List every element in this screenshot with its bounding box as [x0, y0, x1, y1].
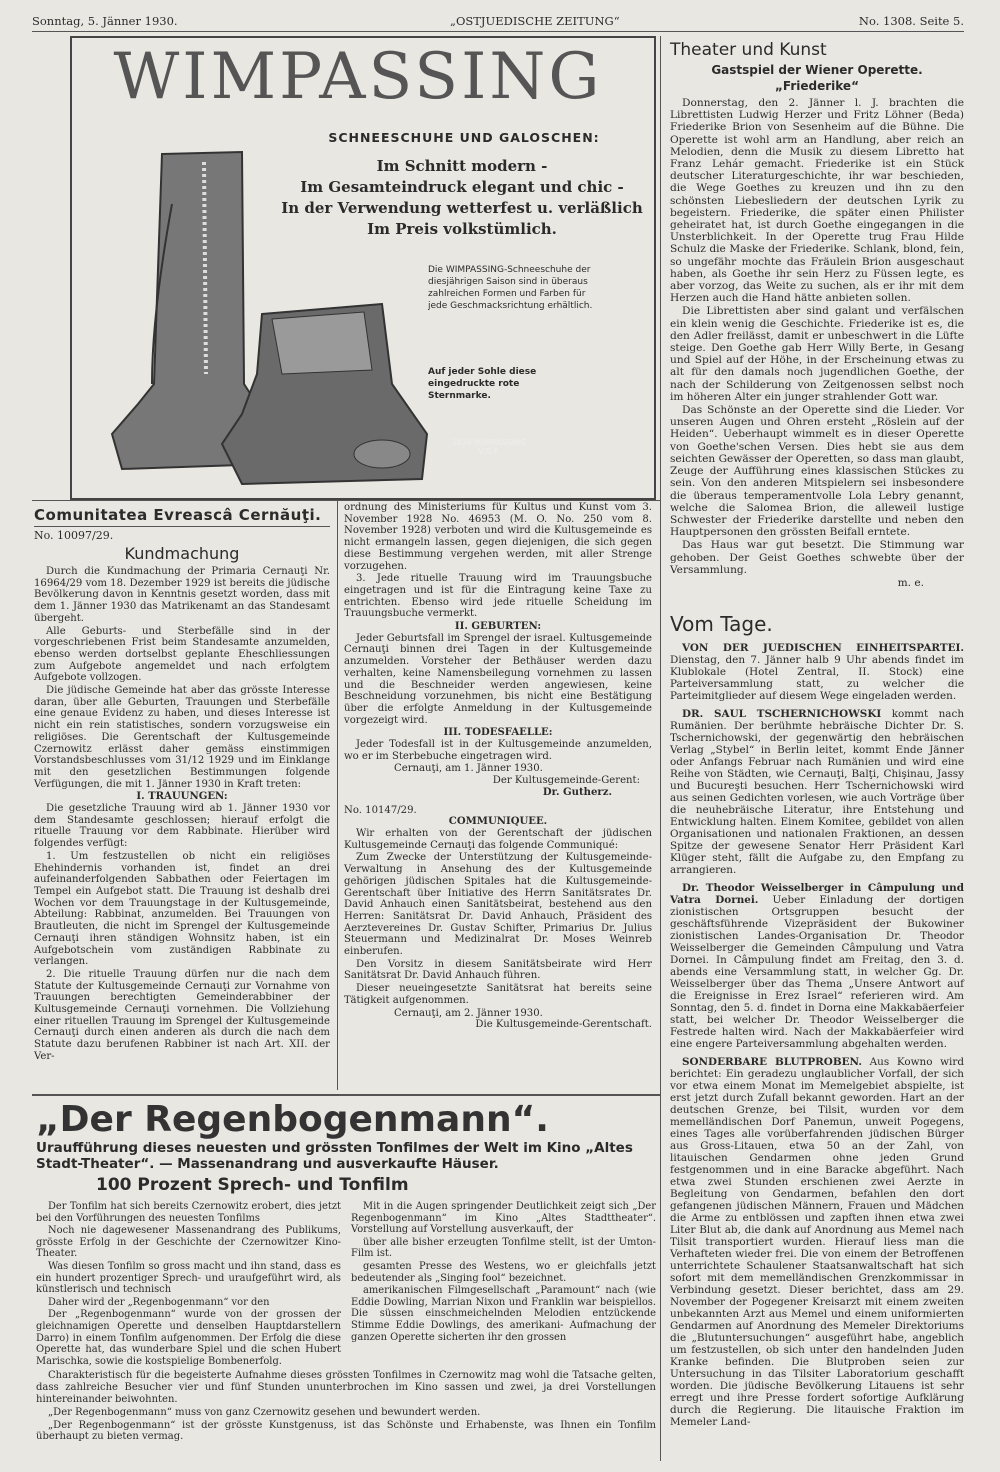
document-number: No. 10097/29. [34, 529, 114, 542]
news-lead: VON DER JUEDISCHEN EINHEITSPARTEI. [682, 642, 964, 654]
ad-stamp: 1824 WIMPASSING V.G.F. [451, 438, 527, 456]
paragraph: Jeder Todesfall ist in der Kultusgemeinde anzumelden, wo er im Sterbebuche eingetragen wird. [344, 739, 652, 762]
paragraph: gesamten Presse des Westens, wo er gleichfalls jetzt bedeutender als „Singing fool“ bezeichnet. [351, 1260, 656, 1284]
film-two-columns [36, 1201, 656, 1368]
document-number: No. 10147/29. [344, 804, 417, 816]
paragraph: über alle bisher erzeugten Tonfilme stellt, ist der Umton-Film ist. [351, 1236, 656, 1260]
paragraph: Zum Zwecke der Unterstützung der Kultusgemeinde-Verwaltung in Ansehung des der Kultusgemeinde gehörigen jüdischen Spitales hat die Kultusgemeinde-Gerentschaft über Initiative des Herrn Sanitätsrates Dr. David Anhauch einen Sanitätsbeirat, bestehend aus den Herren: Sanitätsrat Dr. David Anhauch, Präsident des Aerztevereines Dr. Gustav Schifter, Primarius Dr. Julius Steuermann und Medizinalrat Dr. Moses Weinreb einberufen. [344, 852, 652, 958]
film-subtitle: Uraufführung dieses neuesten und grössten Tonfilmes der Welt im Kino „Altes Stadt-Theater“. — Massenandrang und ausverkaufte Häuser. [36, 1140, 633, 1172]
news-text: Aus Kowno wird berichtet: Ein geradezu unglaublicher Vorfall, der sich vor etwa einem Monat im Memelgebiet abspielte, ist erst jetzt durch Zufall bekannt geworden. Hart an der deutschen Grenze, bei Tilsit, wurden vor dem memelländischen Dorf Panemun, unweit Pogegens, eines Tages alle vorüberfahrenden jüdischen Bürger aus Gross-Litauen, etwa 50 an der Zahl, von litauischen Gendarmen ohne jeden Grund festgenommen und in eine Baracke abgeführt. Nach etwa zwei Stunden erschienen zwei Aerzte in Begleitung von Gendarmen, befahlen den dort gefangenen jüdischen Männern, Frauen und Mädchen die Arme zu entblössen und zapften ihnen etwa zwei Liter Blut ab, die dank auf Anordnung aus Memel nach Tilsit transportiert wurden. Hierauf liess man die Verhafteten wieder frei. Die von einem der Betroffenen unterrichtete Schaulener Staatsanwaltschaft hat sich sofort mit dem memelländischen Grenzkommissar in Verbindung gesetzt. Dieser berichtet, dass am 29. November der Pogegener Kreisarzt mit einem zweiten unbekannten Arzt aus Memel und einem uniformierten Gendarmen auf Anordnung des Memeler Direktoriums die „Blutuntersuchungen“ ausgeführt habe, angeblich um festzustellen, ob sich unter den handelnden Juden Kranke befinden. Die Blutproben seien zur Untersuchung in das Tilsiter Laboratorium geschafft worden. Die jüdische Bevölkerung Litauens ist sehr erregt und ihre Presse fordert sofortige Aufklärung durch die Regierung. Die litauische Fraktion im Memeler Land- [670, 1056, 964, 1428]
paragraph: Was diesen Tonfilm so gross macht und ihn stand, dass es ein hundert prozentiger Sprech- und uraufgeführt wird, als künstlerisch und technisch [36, 1260, 341, 1296]
paragraph: Charakteristisch für die begeisterte Aufnahme dieses grössten Tonfilmes in Czernowitz mag wohl die Tatsache gelten, dass zahlreiche Besucher vier und fünf Stunden ununterbrochen im Kino sassen und zwei, ja drei Vorstellungen hintereinander beiwohnten. [36, 1370, 656, 1405]
news-item [670, 882, 964, 1050]
middle-body [344, 502, 652, 1031]
news-text: Dienstag, den 7. Jänner halb 9 Uhr abends findet im Klublokale (Hotel Zentral, II. Stock) eine Parteiversammlung statt, zu welcher die Parteimitglieder auf diesem Wege eingeladen werden. [670, 654, 964, 702]
kundmachung-body [34, 566, 330, 1063]
theater-heading: Theater und Kunst [670, 40, 827, 60]
middle-column [344, 502, 652, 1031]
signature-title: Die Kultusgemeinde-Gerentschaft. [475, 1019, 652, 1031]
running-header [32, 14, 964, 30]
header-issue: No. 1308. Seite 5. [858, 14, 964, 28]
section-heading: I. TRAUUNGEN: [136, 791, 228, 803]
news-lead: DR. SAUL TSCHERNICHOWSKI [682, 708, 882, 720]
wimpassing-advertisement [70, 36, 656, 500]
section-heading: III. TODESFAELLE: [443, 727, 553, 739]
paragraph: „Der Regenbogenmann“ muss von ganz Czernowitz gesehen und bewundert werden. [48, 1406, 481, 1418]
place-date: Cernauţi, am 2. Jänner 1930. [394, 1007, 543, 1019]
paragraph: Dieser neueingesetzte Sanitätsrat hat bereits seine Tätigkeit aufgenommen. [344, 983, 652, 1006]
vom-tage-body [670, 642, 964, 1428]
ad-slogan: Im Schnitt modern - [376, 157, 548, 175]
paragraph: Alle Geburts- und Sterbefälle sind in der vorgeschriebenen Frist beim Standesamte anzumelden, ebenso werden dortselbst geplante Eheschliessungen zum Aufgebote angemeldet und nach erfolgtem Aufgebote vollzogen. [34, 625, 330, 684]
kundmachung-title: Kundmachung [124, 544, 240, 563]
place-date: Cernauţi, am 1. Jänner 1930. [394, 763, 543, 775]
theater-body [670, 97, 964, 589]
paragraph: 2. Die rituelle Trauung dürfen nur die nach dem Statute der Kultusgemeinde Cernauţi zur Vornahme von Trauungen berechtigten Gemeinderabbiner der Kultusgemeinde Cernauţi vornehmen. Die Vollziehung einer rituellen Trauung im Sprengel der Kultusgemeinde Cernauţi durch einen anderen als durch die nach dem Statute dazu berufenen Rabbiner ist nach Art. XII. der Ver- [34, 968, 330, 1062]
paragraph: Das Schönste an der Operette sind die Lieder. Vor unseren Augen und Ohren ersteht „Röslein auf der Heiden“. Ueberhaupt wimmelt es in dieser Operette von Goethe'schen Versen. Dies hebt sie aus dem seichten Gewässer der Operetten, so dass man glaubt, Zeuge der Aufführung eines klassischen Stückes zu sein. Von den anderen Mitspielern sei insbesondere die überaus temperamentvolle Lola Lebry genannt, welche die Salomea Brion, die alleweil lustige Schwester der Friederike darstellte und neben den Hauptpersonen den grössten Beifall erntete. [670, 404, 964, 539]
paragraph: Den Vorsitz in diesem Sanitätsbeirate wird Herr Sanitätsrat Dr. David Anhauch führen. [344, 958, 652, 982]
news-item [670, 642, 964, 702]
film-left-column [36, 1201, 341, 1368]
theater-play-title: „Friederike“ [775, 79, 859, 93]
paragraph: 3. Jede rituelle Trauung wird im Trauungsbuche eingetragen und ist für die Eintragung keine Taxe zu entrichten. Ebenso wird jede rituelle Scheidung im Trauungsbuche vermerkt. [344, 573, 652, 620]
header-date: Sonntag, 5. Jänner 1930. [32, 14, 178, 28]
theater-signature: m. e. [897, 576, 924, 589]
paragraph: Jeder Geburtsfall im Sprengel der israel. Kultusgemeinde Cernauţi binnen drei Tagen in der Kultusgemeinde anzumelden. Vorsteher der Bethäuser werden dazu verhalten, keine Namensbeilegung vornehmen zu lassen und die Beschneider werden angewiesen, keine Beschneidung vorzunehmen, bis nicht eine Bestätigung über die erfolgte Anmeldung in der Kultusgemeinde vorgezeigt wird. [344, 632, 652, 726]
vom-tage-section [670, 612, 964, 1429]
paragraph: Noch nie dagewesener Massenandrang des Publikums, grösste Erfolg in der Geschichte der Czernowitzer Kino-Theater. [36, 1225, 341, 1260]
ad-subtitle: SCHNEESCHUHE UND GALOSCHEN: [328, 130, 600, 145]
boots-illustration [92, 134, 442, 494]
paragraph: Die gesetzliche Trauung wird ab 1. Jänner 1930 vor dem Standesamte geschlossen; hierauf erfolgt die rituelle Trauung vor dem Rabbinate. Hierüber wird folgendes verfügt: [34, 803, 330, 850]
paragraph: Das Haus war gut besetzt. Die Stimmung war gehoben. Der Geist Goethes schwebte über der Versammlung. [670, 539, 964, 576]
news-item [670, 708, 964, 876]
theater-subheading: Gastspiel der Wiener Operette. [711, 63, 923, 77]
film-article [36, 1100, 656, 1444]
ad-brand-title: WIMPASSING [113, 40, 603, 114]
news-text: Ueber Einladung der dortigen zionistischen Ortsgruppen besucht der geschäftsführende Vizepräsident der Bukowiner zionistischen Landes-Organisation Dr. Theodor Weisselberger die Gemeinden Câmpulung und Vatra Dornei. In Câmpulung findet am Freitag, den 3. d. abends eine Versammlung statt, in welcher Gg. Dr. Weisselberger über das Thema „Unsere Antwort auf die Ereignisse in Erez Israel“ referieren wird. Am Sonntag, den 5. d. findet in Dorna eine Makkabäerfeier statt, bei welcher Dr. Theodor Weisselberger die Festrede halten wird. Nach der Makkabäerfeier wird eine engere Parteiversammlung abgehalten werden. [670, 894, 964, 1050]
paragraph: Mit in die Augen springender Deutlichkeit zeigt sich „Der Regenbogenmann“ im Kino „Altes Stadttheater“. Vorstellung auf Vorstellung ausverkauft, der [351, 1201, 656, 1236]
news-lead: SONDERBARE BLUTPROBEN. [682, 1056, 862, 1068]
news-item [670, 1056, 964, 1428]
paragraph: „Der Regenbogenmann“ ist der grösste Kunstgenuss, ist das Schönste und Erhabenste, was Ihnen ein Tonfilm überhaupt zu bieten vermag. [36, 1419, 656, 1443]
paragraph: Die Librettisten aber sind galant und verfälschen ein klein wenig die Geschichte. Friederike ist es, die den Adler freilässt, damit er unbeschwert in die Lüfte steige. Den Goethe gab Herr Willy Berte, in Gesang und Spiel auf der Höhe, in der Erscheinung etwas zu alt für den damals noch jugendlichen Goethe, der nach der Schilderung von Zeitgenossen selbst noch im höheren Alter ein junger strahlender Gott war. [670, 305, 964, 403]
ad-slogan: In der Verwendung wetterfest u. verläßlich [281, 199, 643, 217]
header-paper-name: „OSTJUEDISCHE ZEITUNG“ [450, 14, 620, 28]
ad-slogan: Im Preis volkstümlich. [367, 220, 557, 238]
column-rule-left [337, 500, 338, 1090]
ad-description: Die WIMPASSING-Schneeschuhe der diesjährigen Saison sind in überaus zahlreichen Formen und Farben für jede Geschmacksrichtung erhältlich. [428, 265, 593, 311]
vom-tage-heading: Vom Tage. [670, 612, 773, 636]
film-closing [36, 1370, 656, 1443]
news-text: kommt nach Rumänien. Der berühmte hebräische Dichter Dr. S. Tschernichowski, der gegenwärtig den hebräischen Verlag „Stybel“ in Berlin leitet, kommt Ende Jänner oder Anfangs Februar nach Rumänien und wird eine Reihe von Städten, wie Cernauţi, Balţi, Chişinau, Jassy und Bucureşti besuchen. Herr Tschernichowski wird aus seinen Gedichten vorlesen, wie auch Vorträge über die neuhebräische Literatur, ihre Entstehung und Entwicklung halten. Einem Komitee, gebildet von allen Organisationen und nationalen Fraktionen, an dessen Spitze der gewesene Senator Herr Präsident Karl Klüger steht, fällt die Aufgabe zu, den Empfang zu arrangieren. [670, 708, 965, 876]
film-top-rule [32, 1094, 660, 1096]
communique-title: COMMUNIQUEE. [448, 816, 548, 828]
ad-slogan: Im Gesamteindruck elegant und chic - [300, 178, 624, 196]
paragraph: Der Tonfilm hat sich bereits Czernowitz erobert, dies jetzt bei den Vorführungen des neuesten Tonfilms [36, 1201, 341, 1224]
column-rule-right [660, 36, 661, 1461]
comunitatea-section [34, 506, 330, 1064]
theater-section [670, 40, 964, 589]
section-heading: II. GEBURTEN: [454, 621, 542, 633]
news-lead: Dr. Theodor Weisselberger in Câmpulung und Vatra Dornei. [670, 882, 964, 906]
paragraph: ordnung des Ministeriums für Kultus und Kunst vom 3. November 1928 No. 46953 (M. O. No. 250 vom 8. November 1928) verboten und wird die Kultusgemeinde es nicht ermangeln lassen, gegen diejenigen, die sich gegen diese Bestimmung vergehen werden, mit aller Strenge vorzugehen. [344, 502, 652, 572]
film-right-column [351, 1201, 656, 1368]
ad-bottom-rule [32, 500, 660, 501]
ad-trademark-note: Auf jeder Sohle diese eingedruckte rote Sternmarke. [428, 367, 537, 401]
signature-title: Der Kultusgemeinde-Gerent: [492, 775, 640, 787]
paragraph: Donnerstag, den 2. Jänner l. J. brachten die Librettisten Ludwig Herzer und Fritz Löhner (Beda) Friederike Brion von Sesenheim auf die Bühne. Die Operette ist wohl arm an Handlung, aber reich an Melodien, denn die Musik zu diesem Libretto hat Franz Lehár gemacht. Friederike ist ein Stück deutscher Literaturgeschichte, ihr war beschieden, die Wege Goethes zu kreuzen und ihn zu den schönsten Liebesliedern der deutschen Lyrik zu begeistern. Friederike, die später einen Philister geheiratet hat, ist durch Goethe eingegangen in die Unsterblichkeit. In der Operette trug Frau Hilde Schulz die Maske der Friederike. Schlank, blond, fein, so ungefähr mochte das Fräulein Brion ausgeschaut haben, als Goethe ihr sein Herz zu Füssen legte, es aber vorzog, das Weite zu suchen, als er ihr mit dem Herzen auch die Hand hätte anbieten sollen. [670, 97, 964, 305]
signature-name: Dr. Gutherz. [542, 786, 612, 798]
paragraph: 1. Um festzustellen ob nicht ein religiöses Ehehindernis vorhanden ist, findet an drei aufeinanderfolgenden Sabbathen oder Feiertagen im Tempel ein Aufgebot statt. Die Trauung ist deshalb drei Wochen vor dem Trauungstage in der Kultusgemeinde, Abteilung: Rabbinat, anzumelden. Bei Trauungen von Brautleuten, die nicht im Sprengel der Kultusgemeinde Cernauţi ihren ständigen Wohnsitz haben, ist ein Aufgebotschein vom zuständigen Rabbinate zu verlangen. [34, 850, 330, 968]
film-tagline: 100 Prozent Sprech- und Tonfilm [96, 1175, 409, 1195]
paragraph: Die jüdische Gemeinde hat aber das grösste Interesse daran, über alle Geburten, Trauungen und Sterbefälle eine genaue Evidenz zu haben, und dieses Interesse ist nicht ein rein statistisches, sondern vorzugsweise ein religiöses. Die Gerentschaft der Kultusgemeinde Czernowitz erlässt daher gemäss einstimmigen Vorstandsbeschlusses vom 31/12 1929 und im Einklange mit den gesetzlichen Bestimmungen folgende Verfügungen, die mit 1. Jänner 1930 in Kraft treten: [34, 685, 330, 790]
paragraph: amerikanischen Filmgesellschaft „Paramount“ nach (wie Eddie Dowling, Marrian Nixon und Franklin war beispiellos. Die süssen einschmeichelnden Melodien entzückende Stimme Eddie Dowlings, des amerikani- Aufmachung der ganzen Operette sicherten ihr den grossen [351, 1285, 656, 1343]
paragraph: Daher wird der „Regenbogenmann“ vor den [48, 1296, 270, 1308]
header-rule [32, 31, 964, 32]
film-title: „Der Regenbogenmann“. [36, 1099, 549, 1140]
paragraph: Wir erhalten von der Gerentschaft der jüdischen Kultusgemeinde Cernauţi das folgende Communiqué: [344, 827, 652, 851]
paragraph: Durch die Kundmachung der Primaria Cernauţi Nr. 16964/29 vom 18. Dezember 1929 ist bereits die jüdische Bevölkerung davon in Kenntnis gesetzt worden, dass mit dem 1. Jänner 1930 das Matrikenamt an das Standesamt übergeht. [34, 566, 330, 624]
comunitatea-heading: Comunitatea Evreascâ Cernăuţi. [34, 506, 330, 527]
paragraph: Der „Regenbogenmann“ wurde von der grossen der gleichnamigen Operette und denselben Hauptdarstellern Darro) in einem Tonfilm aufgenommen. Der Erfolg die diese Operette hat, das wunderbare Spiel und die schen Hubert Marischka, sowie die kostspielige Bombenerfolg. [36, 1309, 341, 1367]
